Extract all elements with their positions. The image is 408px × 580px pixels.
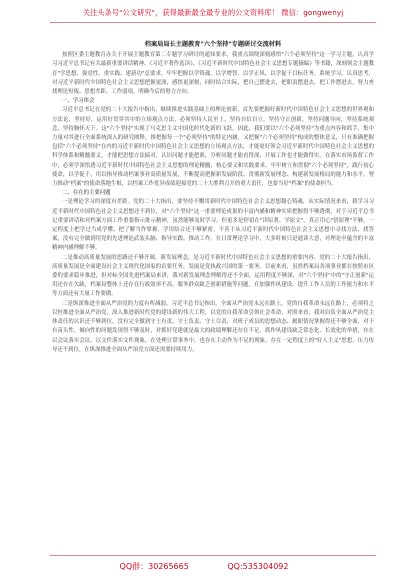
header-banner <box>50 8 376 23</box>
banner-divider <box>50 22 376 23</box>
footer-divider <box>50 555 376 556</box>
section-heading: 一、学习体会 <box>62 98 95 105</box>
body-paragraph: 二是推动高质量发展的思路还不够开阔。新发展理念，是习近平新时代中国特色社会主义思想的重要内容，党的二十大报告指出，高质量发展是全面建设社会主义现代化国家的首要任务，发展是党执政兴国的第一要务。目前来看，虽然档案局各项事业都在按照市区委的要求稳步推进，但对标全国先进档案局来讲，我对新发展理念理解得还不全面，运用程度不够深，对"六个坚持"中的"守正创新"运用还存在欠缺，档案局整体上还存在行政效率不高，服务群众缺乏创新措施等问题，在加强作风建设、提升工作人员的工作能力和水平等方面还有大量工作要做。 <box>52 254 374 298</box>
footer-qq: QQ:535304092 <box>227 562 289 571</box>
section-heading: 二、存在的主要问题 <box>62 190 111 197</box>
document-title: 档案局局长主题教育"六个坚持"专题研讨交流材料 <box>144 41 282 48</box>
body-paragraph: 习近平总书记在党的二十大报告中指出，继续推进实践基础上的理论创新，首先要把握好新时代中国特色社会主义思想的世界观和方法论，坚持好、运用好贯穿其中的立场观点方法，必须坚持人民至上，坚持自信自立，坚持守正创新，坚持问题导向，坚持系统观念，坚持胸怀天下。这"六个坚持"实现了马克思主义中国化时代化新的飞跃，因此，我们要以"六个必须坚持"为重点内容和抓手，集中力量对其进行全面系统深入的研究阐释，推把握每一个"必须坚持"的特定内涵，又把握"六个必须坚持"构成的整体意义，只有准确把握包括"六个必须坚持"在内的习近平新时代中国特色社会主义思想的立场观点方法，才能更好领会习近平新时代中国特色社会主义思想的科学体系和精髓要义，才能把思想方法搞对，认识问题才能把准，分析问题才能看得深，开展工作也才能做得实。在落实市场监督工作中，必须学深悟透习近平新时代中国特色社会主义思想的理论精髓，核心要义和实践要求，牢牢树立和贯彻"六个必须坚持"，践行初心使命，以学促干，用以指导推动档案事业高质量发展，不断提高把握新发展阶段、贯彻新发展理念、构建新发展格局的能力和水平，努力推动"档案"的使命落地生根，以档案工作优异成绩迎接党的二十大胜利召开的重大责任，也要当好"档案"的使命担当。 <box>52 107 374 188</box>
banner-text: 关注头条号"公文研究"，获得最新最全最专业的公文资料库！ 微信：gongwenyj <box>82 8 344 17</box>
body-paragraph: 按照区委主题教育办关于开展主题教育第二专题学习研讨的通知要求，我重点围绕深刻感悟"六个必须坚持"这一学习主题，认真学习习近平总书记有关最新重要讲话精神、《习近平著作选读》、《习近平新时代中国特色社会主义思想专题摘编》等书籍，深刻领会主题教育"学思想、强党性、重实践、建新功"总要求，牢牢把握以学铸魂、以学增智、以学正风、以学促干目标任务，系统学习、认真思考，对习近平新时代中国特色社会主义思想把握更深，感悟更深刻，同时结合实际，把自己摆进去，把职责摆进去，把工作摆进去，努力查找理论短板、思想差距、工作弱项，明确今后的努力方向。 <box>52 52 374 96</box>
footer-qq-group: QQ群：30265665 <box>119 562 189 571</box>
body-paragraph: 三是纵深推进全面从严治党的力度有所减弱。习近平总书记指出，全面从严治党永远在路上，党的自我革命永远在路上，必须将之以恒推进全面从严治党，深入推进新时代党的建设新的伟大工程，以党的自我革命引领社会革命，对照来看，我对肩负全面从严治党主体责任的认识还不够到位，没有完全做到守土有责、守土负责、守土尽责，对班子成员的思想动态、履职情况掌握得还不够全面，对于有苗头性、倾向性的问题发现得不够及时，对抓好党建就是最大的政绩理解还存在不足，抓作风建设缺乏常态化、长效化的举措，存在以会议落实会议、以文件落实文件现象，在处理日常事务中，也存在主动作为不足的现象，存在一定程度上的"好人主义"思想，压力传导还不到位，在纵深推进全面从严治党方面还需要持续用力。 <box>52 300 374 353</box>
document-body <box>52 40 374 355</box>
document-paragraphs <box>52 51 374 355</box>
footer <box>0 561 408 572</box>
body-paragraph: 一是理论学习的深度有差距。党的二十大指出，要坚持不懈用新时代中国特色社会主义思想凝心铸魂，从实际情况来看，我学习习近平新时代中国特色社会主义思想还不到位，对"六个坚持"这一重要理论成果的丰富内涵和精神实质把握得不够透彻，对于习近平总书记重要讲话和对档案方面工作重要指示批示精神，虽然能够及时学习，但更多是停留在"读原著、学原文"，真正用心"悟原理"不够，一定程度上把学过当成学懂、把了解当作掌握，学用结合还不够紧密，不善于从习近平新时代中国特色社会主义思想中寻找方法、找答案，没有完全做到用党的先进理论武装头脑、指导实践、推动工作。在日常理论学习中，大多时候只是通读大意，对理论中蕴含的丰富精神内涵理解不够。 <box>52 199 374 252</box>
